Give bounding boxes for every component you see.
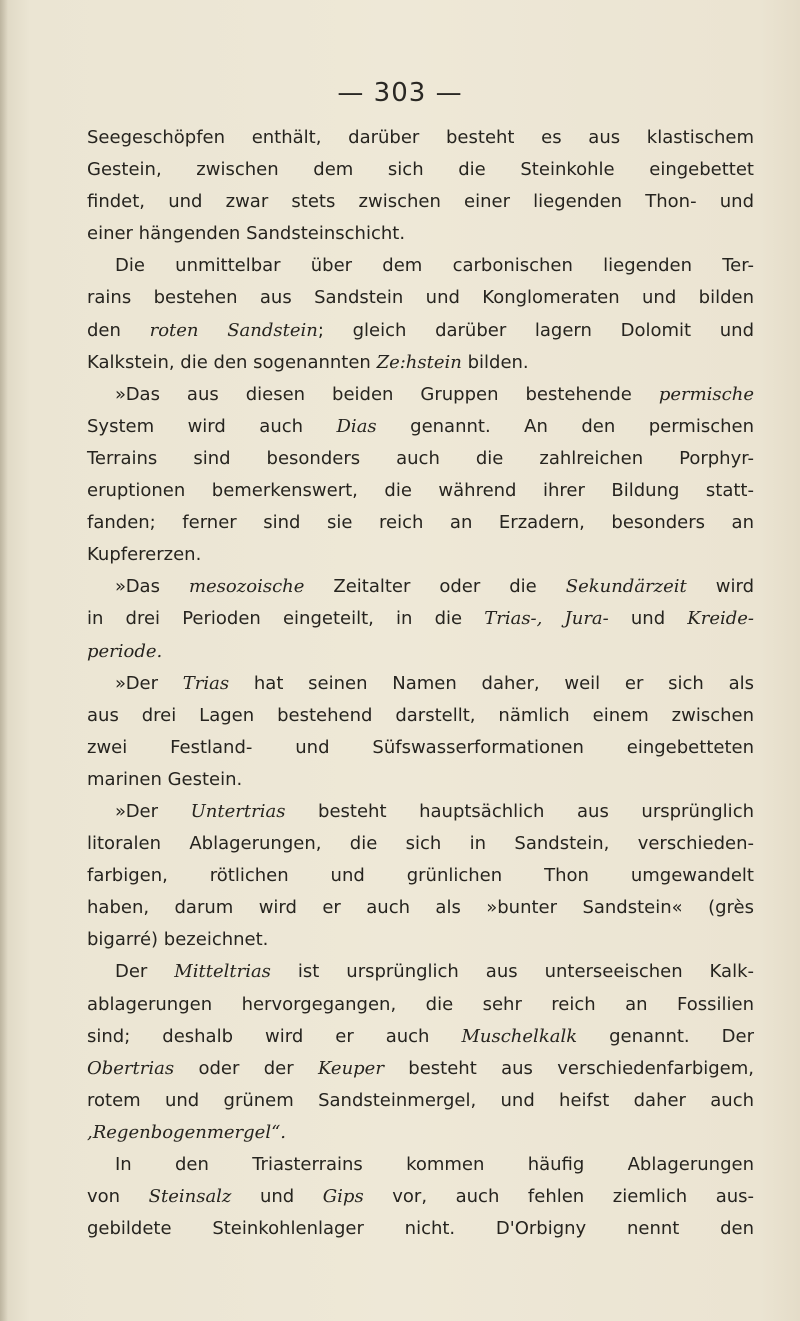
text-line <box>87 668 754 700</box>
text-span: besteht hauptsächlich aus ursprünglich <box>285 800 754 822</box>
text-line <box>87 507 754 539</box>
text-span: Der <box>115 961 175 983</box>
text-span: In den Triasterrains kommen häufig Ablagerungen <box>115 1154 754 1175</box>
text-span: Kalkstein, die den sogenannten <box>87 351 377 373</box>
text-line <box>87 828 754 860</box>
italic-text-span: Ze:hstein <box>376 351 462 373</box>
text-span: rains bestehen aus Sandstein und Konglomeraten und bilden <box>87 287 754 309</box>
text-line <box>87 282 754 314</box>
italic-text-span: Trias <box>182 672 230 694</box>
text-line <box>87 122 754 154</box>
text-span: litoralen Ablagerungen, die sich in Sandstein, verschieden- <box>87 833 754 855</box>
text-span: Gestein, zwischen dem sich die Steinkohle eingebettet <box>87 159 754 181</box>
text-span: und <box>231 1186 323 1208</box>
text-line <box>87 250 754 282</box>
text-span: haben, darum wird er auch als »bunter Sandstein« (grès <box>87 897 754 919</box>
text-line <box>87 1213 754 1245</box>
text-span: »Der <box>115 800 191 822</box>
italic-text-span: Steinsalz <box>148 1186 232 1208</box>
text-span: genannt. An den permischen <box>376 415 754 437</box>
italic-text-span: Mitteltrias <box>174 961 271 983</box>
text-line <box>87 186 754 218</box>
text-line <box>87 732 754 764</box>
text-span: aus drei Lagen bestehend darstellt, nämlich einem zwischen <box>87 704 754 726</box>
text-line <box>87 1117 754 1149</box>
italic-text-span: Muschelkalk <box>461 1025 578 1047</box>
italic-text-span: Dias <box>336 415 377 437</box>
text-line <box>87 1021 754 1053</box>
text-line <box>87 700 754 732</box>
text-span: hat seinen Namen daher, weil er sich als <box>229 672 754 694</box>
text-span: ist ursprünglich aus unterseeischen Kalk- <box>270 961 754 983</box>
body-text <box>87 122 754 1245</box>
page-gutter-shadow <box>0 0 8 1321</box>
text-span: Terrains sind besonders auch die zahlreichen Porphyr- <box>87 447 754 469</box>
text-span: Die unmittelbar über dem carbonischen liegenden Ter- <box>115 255 754 277</box>
italic-text-span: periode. <box>87 640 163 662</box>
text-span: sind; deshalb wird er auch <box>87 1025 462 1047</box>
italic-text-span: Gips <box>322 1186 364 1208</box>
text-span: findet, und zwar stets zwischen einer liegenden Thon- und <box>87 191 754 213</box>
text-span: »Der <box>115 672 183 694</box>
text-span: bigarré) bezeichnet. <box>87 929 269 951</box>
text-line <box>87 411 754 443</box>
text-span: wird <box>686 576 755 598</box>
text-span: »Das aus diesen beiden Gruppen bestehende <box>115 383 659 405</box>
italic-text-span: permische <box>658 383 754 405</box>
text-span: und <box>608 608 688 630</box>
text-line <box>87 539 754 571</box>
italic-text-span: Keuper <box>317 1057 384 1079</box>
text-line <box>87 315 754 347</box>
text-span: besteht aus verschiedenfarbigem, <box>383 1057 755 1079</box>
text-span: ablagerungen hervorgegangen, die sehr reich an Fossilien <box>87 993 754 1015</box>
italic-text-span: ,Regenbogenmergel“. <box>87 1121 287 1143</box>
text-span: in drei Perioden eingeteilt, in die <box>87 608 485 630</box>
text-span: zwei Festland- und Süfswasserformationen eingebetteten <box>87 736 754 758</box>
italic-text-span: Trias-, Jura- <box>484 608 609 630</box>
italic-text-span: Obertrias <box>87 1057 175 1079</box>
text-span: ; gleich darüber lagern Dolomit und <box>317 319 754 341</box>
text-line <box>87 218 754 250</box>
text-line <box>87 860 754 892</box>
text-span: einer hängenden Sandsteinschicht. <box>87 223 406 245</box>
text-span: System wird auch <box>87 415 337 437</box>
text-span: Zeitalter oder die <box>304 576 566 598</box>
text-line <box>87 571 754 603</box>
text-span: Kupfererzen. <box>87 544 202 566</box>
text-line <box>87 636 754 668</box>
text-line <box>87 764 754 796</box>
text-line <box>87 796 754 828</box>
text-span: den <box>87 319 150 341</box>
italic-text-span: mesozoische <box>188 576 305 598</box>
text-span: farbigen, rötlichen und grünlichen Thon umgewandelt <box>87 865 754 887</box>
text-line <box>87 1053 754 1085</box>
text-span: fanden; ferner sind sie reich an Erzadern, besonders an <box>87 512 754 534</box>
italic-text-span: Sekundärzeit <box>565 576 687 598</box>
text-span: vor, auch fehlen ziemlich aus- <box>363 1186 755 1208</box>
text-span: »Das <box>115 576 189 598</box>
italic-text-span: Kreide- <box>687 608 754 630</box>
text-span: von <box>87 1186 149 1208</box>
text-line <box>87 603 754 635</box>
text-span: rotem und grünem Sandsteinmergel, und heifst daher auch <box>87 1089 754 1111</box>
text-line <box>87 924 754 956</box>
text-span: Seegeschöpfen enthält, darüber besteht es aus klastischem <box>87 127 754 148</box>
text-line <box>87 956 754 988</box>
text-line <box>87 475 754 507</box>
page-number: — 303 — <box>337 78 463 108</box>
text-line <box>87 1149 754 1181</box>
text-span: bilden. <box>461 351 529 373</box>
text-span: eruptionen bemerkenswert, die während ihrer Bildung statt- <box>87 480 754 502</box>
text-span: genannt. Der <box>577 1025 754 1047</box>
text-line <box>87 443 754 475</box>
text-span: oder der <box>174 1057 318 1079</box>
text-line <box>87 1181 754 1213</box>
text-line <box>87 154 754 186</box>
text-line <box>87 347 754 379</box>
italic-text-span: roten Sandstein <box>149 319 318 341</box>
text-line <box>87 1085 754 1117</box>
text-line <box>87 379 754 411</box>
text-line <box>87 892 754 924</box>
text-span: gebildete Steinkohlenlager nicht. D'Orbigny nennt den <box>87 1218 754 1240</box>
text-span: marinen Gestein. <box>87 768 243 790</box>
italic-text-span: Untertrias <box>190 800 286 822</box>
text-line <box>87 989 754 1021</box>
